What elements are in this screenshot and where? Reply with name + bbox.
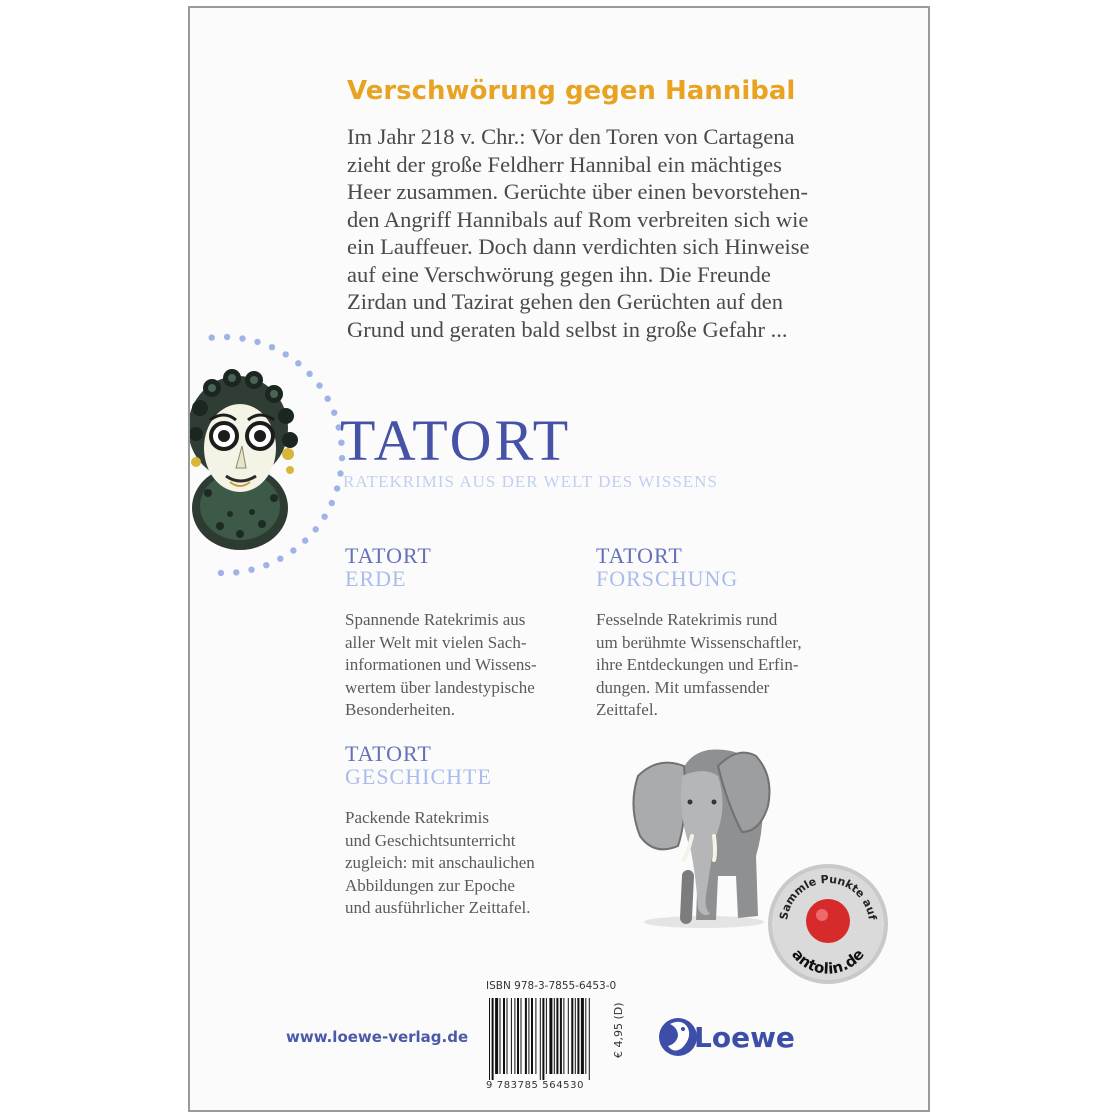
book-title: Verschwörung gegen Hannibal — [347, 76, 796, 106]
isbn: ISBN 978-3-7855-6453-0 — [486, 980, 617, 992]
antolin-bottom-text: antolin.de — [788, 945, 868, 978]
series-title: TATORT — [340, 408, 572, 473]
antolin-badge — [765, 861, 891, 987]
description-line: Packende Ratekrimis — [345, 808, 489, 827]
description-line: zugleich: mit anschaulichen — [345, 853, 535, 872]
category-description — [596, 609, 802, 722]
blurb-line: zieht der große Feldherr Hannibal ein mächtiges — [347, 151, 782, 177]
loewe-icon — [659, 1018, 697, 1056]
description-line: und ausführlicher Zeittafel. — [345, 898, 531, 917]
blurb-line: den Angriff Hannibals auf Rom verbreiten sich wie — [347, 206, 809, 232]
description-line: ihre Entdeckungen und Erfin- — [596, 655, 799, 674]
blurb-line: Grund und geraten bald selbst in große Gefahr ... — [347, 316, 788, 342]
category-forschung — [596, 545, 802, 722]
description-line: informationen und Wissens- — [345, 655, 537, 674]
description-line: dungen. Mit umfassender — [596, 677, 770, 697]
description-line: Spannende Ratekrimis aus — [345, 610, 526, 629]
barcode-area — [486, 978, 618, 1096]
book-blurb — [347, 123, 882, 343]
publisher-website: www.loewe-verlag.de — [286, 1028, 469, 1046]
category-label: TATORT — [345, 543, 432, 568]
book-back-cover — [188, 6, 930, 1112]
publisher-name: Loewe — [694, 1021, 795, 1054]
description-line: wertem über landestypische — [345, 677, 535, 697]
description-line: um berühmte Wissenschaftler, — [596, 632, 802, 652]
blurb-line: ein Lauffeuer. Doch dann verdichten sich Hinweise — [347, 234, 810, 259]
category-erde — [345, 545, 537, 722]
mask-illustration — [190, 358, 310, 558]
category-name: FORSCHUNG — [596, 566, 739, 591]
blurb-line: Zirdan und Tazirat gehen den Gerüchten auf den — [347, 289, 783, 314]
description-line: und Geschichtsunterricht — [345, 830, 516, 850]
antolin-top-text: Sammle Punkte auf — [777, 872, 879, 921]
description-line: Besonderheiten. — [345, 700, 455, 719]
series-subtitle: RATEKRIMIS AUS DER WELT DES WISSENS — [343, 472, 718, 491]
barcode-icon — [489, 998, 603, 1080]
price: € 4,95 (D) — [612, 1002, 625, 1058]
description-line: Fesselnde Ratekrimis rund — [596, 610, 778, 629]
barcode-number: 9 783785 564530 — [486, 1080, 585, 1091]
category-label: TATORT — [596, 543, 683, 568]
publisher-logo — [656, 1012, 806, 1060]
category-name: GESCHICHTE — [345, 764, 492, 789]
category-label: TATORT — [345, 741, 432, 766]
category-description — [345, 609, 537, 722]
blurb-line: Heer zusammen. Gerüchte über einen bevorstehen- — [347, 179, 809, 204]
elephant-illustration — [618, 736, 778, 931]
description-line: Zeittafel. — [596, 700, 658, 719]
category-name: ERDE — [345, 566, 407, 591]
blurb-line: Im Jahr 218 v. Chr.: Vor den Toren von Cartagena — [347, 124, 795, 149]
category-geschichte — [345, 743, 535, 920]
description-line: Abbildungen zur Epoche — [345, 875, 515, 895]
category-description — [345, 807, 535, 920]
description-line: aller Welt mit vielen Sach- — [345, 632, 527, 652]
blurb-line: auf eine Verschwörung gegen ihn. Die Freunde — [347, 261, 771, 287]
